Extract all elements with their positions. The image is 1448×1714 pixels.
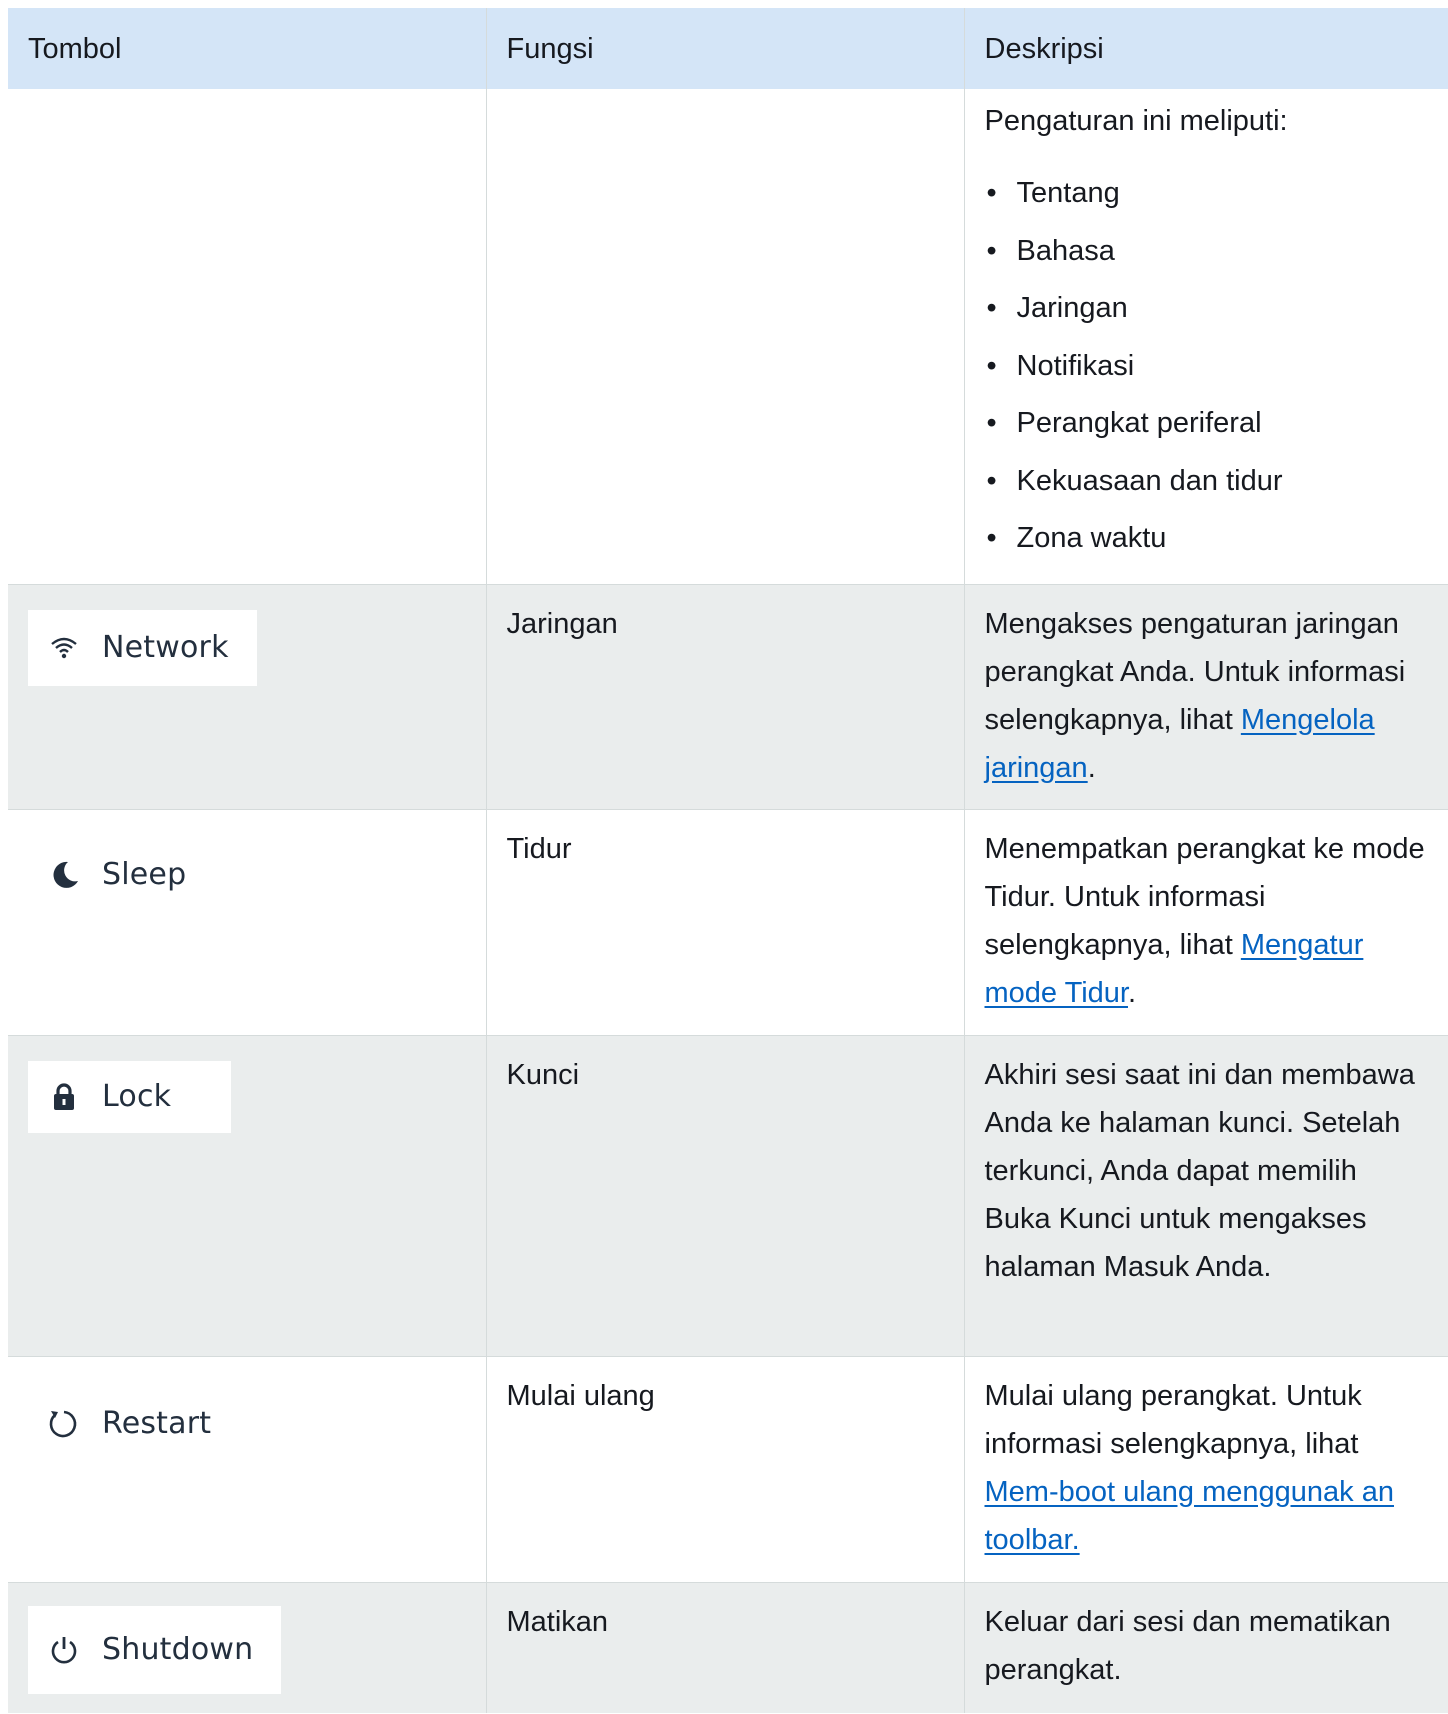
cell-description (964, 89, 1448, 584)
cell-function: Matikan (486, 1582, 964, 1713)
lock-button-label: Lock (102, 1078, 172, 1114)
network-button-label: Network (102, 629, 229, 665)
table-header-row (8, 8, 1448, 89)
wifi-icon (46, 630, 82, 666)
settings-intro: Pengaturan ini meliputi: (984, 105, 1288, 137)
cell-function: Mulai ulang (486, 1356, 964, 1582)
header-button: Tombol (8, 8, 486, 89)
lock-button[interactable] (28, 1061, 231, 1133)
cell-function (486, 89, 964, 584)
settings-list (985, 165, 1429, 568)
toolbar-buttons-table (8, 8, 1448, 1713)
table-row-sleep (8, 809, 1448, 1035)
shutdown-button[interactable] (28, 1606, 281, 1694)
restart-icon (46, 1406, 82, 1442)
reboot-toolbar-link[interactable]: Mem-boot ulang menggunak an toolbar. (984, 1475, 1394, 1556)
restart-button-label: Restart (102, 1405, 212, 1441)
power-icon (46, 1632, 82, 1668)
cell-button (8, 89, 486, 584)
description-text: Keluar dari sesi dan mematikan perangkat. (984, 1605, 1391, 1686)
sleep-mode-link[interactable]: Mengatur mode Tidur (984, 928, 1364, 1009)
table-row-restart (8, 1356, 1448, 1582)
cell-button (8, 1582, 486, 1713)
table-row-shutdown (8, 1582, 1448, 1713)
sleep-button[interactable] (28, 837, 204, 913)
manage-network-link[interactable]: Mengelola jaringan (984, 703, 1375, 784)
cell-description (964, 1582, 1448, 1713)
list-item: • Tentang (985, 165, 1429, 223)
cell-button (8, 809, 486, 1035)
description-suffix: . (1087, 751, 1096, 784)
description-text: Mulai ulang perangkat. Untuk informasi selengkapnya, lihat (984, 1379, 1362, 1460)
lock-icon (46, 1079, 82, 1115)
cell-function: Tidur (486, 809, 964, 1035)
cell-button (8, 1356, 486, 1582)
cell-button (8, 584, 486, 809)
description-text: Menempatkan perangkat ke mode Tidur. Untuk informasi selengkapnya, lihat (984, 832, 1425, 961)
network-button[interactable] (28, 610, 257, 686)
cell-description (964, 809, 1448, 1035)
table-row-lock (8, 1035, 1448, 1356)
moon-icon (46, 857, 82, 893)
table-row-settings (8, 89, 1448, 584)
description-text: Mengakses pengaturan jaringan perangkat Anda. Untuk informasi selengkapnya, lihat (984, 607, 1406, 736)
list-item: • Notifikasi (985, 338, 1429, 396)
header-description: Deskripsi (964, 8, 1448, 89)
list-item: • Jaringan (985, 280, 1429, 338)
sleep-button-label: Sleep (102, 856, 187, 892)
list-item: • Zona waktu (985, 510, 1429, 568)
list-item: • Perangkat periferal (985, 395, 1429, 453)
shutdown-button-label: Shutdown (102, 1631, 254, 1667)
cell-description (964, 1035, 1448, 1356)
list-item: • Kekuasaan dan tidur (985, 453, 1429, 511)
cell-description (964, 1356, 1448, 1582)
cell-function: Jaringan (486, 584, 964, 809)
header-function: Fungsi (486, 8, 964, 89)
table-row-network (8, 584, 1448, 809)
cell-function: Kunci (486, 1035, 964, 1356)
restart-button[interactable] (28, 1386, 229, 1462)
description-suffix: . (1127, 976, 1137, 1009)
list-item: • Bahasa (985, 223, 1429, 281)
cell-description (964, 584, 1448, 809)
cell-button (8, 1035, 486, 1356)
description-text: Akhiri sesi saat ini dan membawa Anda ke halaman kunci. Setelah terkunci, Anda dapat memilih Buka Kunci untuk mengakses halaman Masuk Anda. (984, 1058, 1415, 1283)
